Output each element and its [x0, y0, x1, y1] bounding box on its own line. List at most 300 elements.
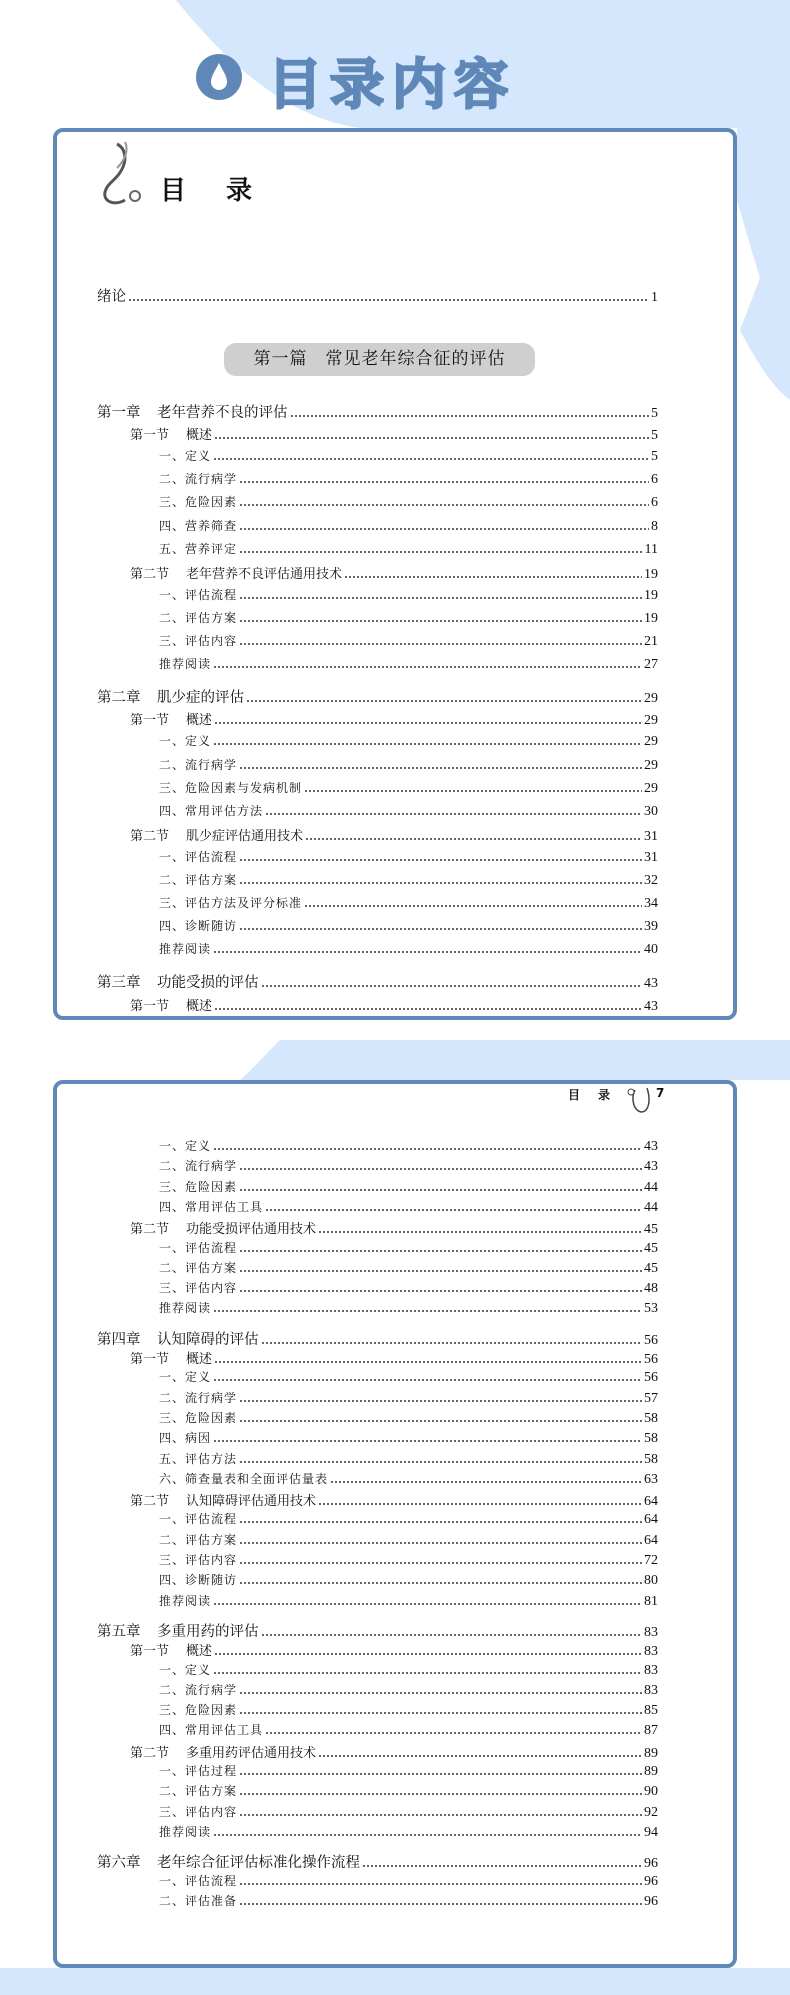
toc-section-entry[interactable] — [0, 709, 790, 729]
toc-item-entry[interactable] — [0, 1299, 790, 1317]
entry-title: 三、危险因素 — [159, 1179, 238, 1194]
toc-item-entry[interactable] — [0, 586, 790, 604]
toc-item-entry[interactable] — [0, 1872, 790, 1890]
entry-label — [97, 971, 259, 992]
entry-title: 一、评估流程 — [159, 1240, 238, 1255]
entry-label — [159, 756, 237, 773]
toc-item-entry[interactable] — [0, 1762, 790, 1780]
entry-label — [159, 1592, 211, 1609]
entry-title: 二、流行病学 — [159, 1159, 238, 1174]
dot-leader — [239, 1189, 642, 1191]
entry-label — [159, 1239, 237, 1256]
entry-label — [130, 563, 342, 582]
entry-page: 43 — [644, 976, 658, 992]
entry-page: 45 — [644, 1260, 658, 1276]
entry-page: 72 — [644, 1553, 658, 1568]
entry-page: 96 — [644, 1893, 658, 1909]
entry-label — [159, 493, 237, 510]
entry-label — [159, 540, 237, 557]
entry-page: 1 — [651, 290, 658, 305]
dot-leader — [330, 1481, 642, 1483]
entry-number: 第四章 — [97, 1331, 141, 1348]
entry-page: 53 — [644, 1301, 658, 1317]
toc-item-entry[interactable] — [0, 732, 790, 750]
dot-leader — [213, 1310, 642, 1312]
entry-page: 83 — [644, 1624, 658, 1640]
entry-title: 四、诊断随访 — [159, 919, 238, 934]
entry-title: 四、病因 — [159, 1431, 212, 1446]
entry-number: 第一节 — [130, 713, 170, 729]
toc-item-entry[interactable] — [0, 1368, 790, 1386]
dot-leader — [214, 1361, 642, 1363]
dot-leader — [239, 1692, 642, 1694]
dot-leader — [261, 985, 643, 987]
entry-number: 第三章 — [97, 975, 141, 992]
dot-leader — [128, 299, 649, 301]
toc-item-entry[interactable] — [0, 470, 790, 488]
toc-item-entry[interactable] — [0, 1429, 790, 1447]
entry-page: 27 — [644, 657, 658, 673]
dot-leader — [239, 1521, 642, 1523]
toc-item-entry[interactable] — [0, 1782, 790, 1800]
entry-title: 四、常用评估工具 — [159, 1199, 264, 1214]
entry-title: 一、定义 — [159, 449, 212, 464]
entry-label — [159, 655, 211, 672]
entry-page: 19 — [644, 587, 658, 603]
toc-item-entry[interactable] — [0, 1450, 790, 1468]
entry-label — [159, 1551, 237, 1568]
entry-page: 30 — [644, 803, 658, 819]
entry-title: 推荐阅读 — [159, 657, 212, 672]
toc-item-entry[interactable] — [0, 609, 790, 627]
entry-page: 96 — [644, 1856, 658, 1872]
entry-title: 三、评估内容 — [159, 1553, 238, 1567]
entry-label — [159, 1137, 211, 1154]
entry-number: 第五章 — [97, 1623, 141, 1640]
entry-label — [97, 686, 244, 707]
entry-title: 概述 — [186, 713, 213, 729]
toc-item-entry[interactable] — [0, 1551, 790, 1569]
toc-item-entry[interactable] — [0, 1178, 790, 1196]
dot-leader — [239, 528, 649, 530]
entry-page: 11 — [644, 541, 658, 557]
entry-page: 43 — [644, 1139, 658, 1154]
entry-title: 四、常用评估工具 — [159, 1723, 264, 1738]
entry-page: 48 — [644, 1281, 658, 1297]
toc-chapter-entry[interactable] — [0, 1851, 790, 1872]
entry-label — [159, 1389, 237, 1406]
toc-item-entry[interactable] — [0, 1681, 790, 1699]
entry-title: 老年综合征评估标准化操作流程 — [157, 1855, 360, 1872]
dot-leader — [239, 767, 642, 769]
entry-label — [159, 1823, 211, 1840]
part-title: 常见老年综合征的评估 — [325, 349, 506, 369]
entry-label — [159, 1510, 237, 1527]
entry-label — [159, 1368, 211, 1385]
entry-title: 肌少症的评估 — [157, 690, 244, 707]
entry-page: 19 — [644, 566, 658, 582]
entry-page: 64 — [644, 1532, 658, 1548]
entry-label — [159, 470, 237, 487]
entry-page: 5 — [651, 449, 658, 465]
entry-title: 概述 — [186, 998, 213, 1014]
dot-leader — [239, 1461, 642, 1463]
entry-page: 31 — [644, 828, 658, 844]
entry-title: 一、评估流程 — [159, 849, 238, 864]
toc-section-entry[interactable] — [0, 1348, 790, 1368]
toc-item-entry[interactable] — [0, 756, 790, 774]
toc-item-entry[interactable] — [0, 517, 790, 535]
toc-item-entry[interactable] — [0, 632, 790, 650]
entry-label — [159, 1178, 237, 1195]
entry-title: 老年营养不良的评估 — [157, 405, 288, 421]
dot-leader — [239, 1290, 642, 1292]
toc-chapter-entry[interactable] — [0, 1328, 790, 1349]
toc-item-entry[interactable] — [0, 655, 790, 673]
toc-item-entry[interactable] — [0, 1389, 790, 1407]
running-head — [568, 1086, 665, 1103]
dot-leader — [239, 1582, 642, 1584]
toc-item-entry[interactable] — [0, 1701, 790, 1719]
entry-page: 8 — [651, 518, 658, 534]
dot-leader — [239, 551, 643, 553]
entry-label — [159, 1429, 211, 1446]
entry-label — [159, 586, 237, 603]
part-number: 第一篇 — [253, 349, 308, 369]
entry-page: 6 — [651, 495, 658, 511]
entry-number: 第二章 — [97, 690, 141, 707]
entry-page: 63 — [644, 1471, 658, 1487]
entry-label — [159, 1872, 237, 1889]
entry-number: 第一节 — [130, 1644, 170, 1660]
entry-title: 二、评估方案 — [159, 1260, 238, 1275]
entry-label — [159, 517, 237, 534]
toc-section-entry[interactable] — [0, 1742, 790, 1762]
dot-leader — [213, 458, 649, 460]
entry-label — [159, 447, 211, 464]
entry-title: 一、定义 — [159, 1662, 212, 1677]
stethoscope-icon — [625, 1082, 655, 1116]
dot-leader — [239, 1270, 642, 1272]
toc-item-entry[interactable] — [0, 1137, 790, 1155]
entry-title: 五、评估方法 — [159, 1451, 238, 1466]
entry-label — [159, 1198, 263, 1215]
dot-leader — [213, 1379, 642, 1381]
dot-leader — [318, 1231, 642, 1233]
entry-label — [159, 848, 237, 865]
entry-title: 推荐阅读 — [159, 942, 212, 957]
toc-item-entry[interactable] — [0, 848, 790, 866]
entry-title: 一、定义 — [159, 1139, 212, 1153]
entry-title: 老年营养不良评估通用技术 — [186, 566, 343, 582]
toc-section-entry[interactable] — [0, 1490, 790, 1510]
dot-leader — [246, 700, 642, 702]
entry-page: 56 — [644, 1332, 658, 1348]
toc-item-entry[interactable] — [0, 1592, 790, 1610]
entry-page: 6 — [651, 472, 658, 488]
toc-item-entry[interactable] — [0, 540, 790, 558]
entry-page: 43 — [644, 998, 658, 1014]
entry-page: 40 — [644, 942, 658, 958]
entry-title: 五、营养评定 — [159, 541, 238, 556]
entry-title: 三、危险因素 — [159, 1410, 238, 1425]
dot-leader — [214, 437, 649, 439]
toc-item-entry[interactable] — [0, 447, 790, 465]
entry-label — [159, 894, 302, 911]
entry-label — [159, 1661, 211, 1678]
entry-page: 31 — [644, 849, 658, 865]
toc-item-entry[interactable] — [0, 1409, 790, 1427]
entry-label — [159, 1279, 237, 1296]
entry-title: 三、评估方法及评分标准 — [159, 896, 303, 911]
entry-page: 45 — [644, 1240, 658, 1256]
entry-title: 多重用药的评估 — [157, 1623, 259, 1640]
entry-title: 认知障碍的评估 — [157, 1331, 259, 1348]
page-number: 7 — [656, 1086, 665, 1100]
entry-title: 二、评估方案 — [159, 1532, 238, 1547]
entry-label — [159, 1721, 263, 1738]
entry-label — [159, 1571, 237, 1588]
drop-icon — [196, 54, 242, 100]
entry-label — [159, 609, 237, 626]
entry-page: 43 — [644, 1159, 658, 1175]
entry-page: 19 — [644, 610, 658, 626]
dot-leader — [265, 813, 642, 815]
toc-chapter-entry[interactable] — [0, 1620, 790, 1641]
dot-leader — [239, 504, 649, 506]
toc-item-entry[interactable] — [0, 1823, 790, 1841]
entry-title: 四、常用评估方法 — [159, 803, 264, 818]
entry-page: 89 — [644, 1745, 658, 1761]
entry-title: 四、诊断随访 — [159, 1573, 238, 1588]
toc-item-entry[interactable] — [0, 1661, 790, 1679]
toc-section-entry[interactable] — [0, 1640, 790, 1660]
entry-label — [159, 1259, 237, 1276]
dot-leader — [304, 790, 642, 792]
dot-leader — [261, 1342, 643, 1344]
entry-page: 83 — [644, 1644, 658, 1660]
dot-leader — [214, 1008, 642, 1010]
toc-section-entry[interactable] — [0, 424, 790, 444]
toc-heading — [160, 170, 292, 207]
dot-leader — [239, 1814, 642, 1816]
dot-leader — [239, 1903, 642, 1905]
toc-chapter-entry[interactable] — [0, 686, 790, 707]
toc-item-entry[interactable] — [0, 1198, 790, 1216]
entry-title: 六、筛查量表和全面评估量表 — [159, 1471, 329, 1486]
dot-leader — [214, 722, 642, 724]
entry-label — [130, 1490, 316, 1509]
entry-label — [159, 1892, 237, 1909]
dot-leader — [239, 643, 642, 645]
entry-title: 三、危险因素与发病机制 — [159, 780, 303, 795]
toc-item-entry[interactable] — [0, 1803, 790, 1821]
entry-label — [97, 401, 288, 422]
dot-leader — [213, 1672, 642, 1674]
entry-title: 二、评估准备 — [159, 1893, 238, 1908]
toc-item-entry[interactable] — [0, 1239, 790, 1257]
entry-number: 第二节 — [130, 1745, 170, 1761]
toc-item-entry[interactable] — [0, 1892, 790, 1910]
entry-page: 29 — [644, 757, 658, 773]
dot-leader — [239, 1250, 642, 1252]
toc-item-entry[interactable] — [0, 1721, 790, 1739]
entry-label — [130, 424, 212, 443]
entry-title: 二、流行病学 — [159, 757, 238, 772]
toc-chapter-entry[interactable] — [0, 971, 790, 992]
entry-title: 推荐阅读 — [159, 1301, 212, 1316]
entry-label — [159, 1450, 237, 1467]
toc-chapter-entry[interactable] — [0, 401, 790, 422]
dot-leader — [239, 1168, 642, 1170]
toc-item-entry[interactable] — [0, 1531, 790, 1549]
dot-leader — [239, 1773, 642, 1775]
dot-leader — [265, 1732, 642, 1734]
entry-label — [130, 1640, 212, 1659]
entry-title: 三、危险因素 — [159, 1703, 238, 1718]
entry-label — [97, 1620, 259, 1641]
dot-leader — [239, 1562, 642, 1564]
entry-page: 57 — [644, 1390, 658, 1406]
entry-label — [159, 1762, 237, 1779]
toc-item-entry[interactable] — [0, 1571, 790, 1589]
entry-page: 83 — [644, 1682, 658, 1698]
entry-page: 21 — [644, 634, 658, 649]
toc-item-entry[interactable] — [0, 1510, 790, 1528]
entry-title: 二、流行病学 — [159, 472, 238, 487]
entry-page: 29 — [644, 691, 658, 707]
entry-page: 5 — [651, 406, 658, 421]
entry-label — [130, 1742, 316, 1761]
entry-title: 二、流行病学 — [159, 1390, 238, 1405]
dot-leader — [239, 1712, 642, 1714]
entry-label — [159, 1409, 237, 1426]
entry-label — [159, 1701, 237, 1718]
toc-heading-char: 录 — [226, 176, 253, 206]
entry-title: 二、评估方案 — [159, 610, 238, 625]
dot-leader — [213, 743, 642, 745]
dot-leader — [305, 838, 642, 840]
entry-label — [97, 1328, 259, 1349]
entry-title: 三、评估内容 — [159, 1281, 238, 1296]
entry-title: 一、评估过程 — [159, 1764, 238, 1778]
toc-item-entry[interactable] — [0, 871, 790, 889]
toc-item-entry[interactable] — [0, 1470, 790, 1488]
entry-title: 概述 — [186, 1352, 213, 1367]
entry-page: 64 — [644, 1494, 658, 1510]
dot-leader — [239, 1400, 642, 1402]
entry-label — [159, 871, 237, 888]
entry-page: 92 — [644, 1804, 658, 1820]
entry-title: 一、评估流程 — [159, 1512, 238, 1527]
entry-page: 29 — [644, 713, 658, 729]
dot-leader — [213, 666, 642, 668]
running-head-char: 目 — [568, 1088, 581, 1102]
entry-page: 85 — [644, 1703, 658, 1719]
entry-page: 83 — [644, 1662, 658, 1678]
entry-page: 58 — [644, 1431, 658, 1447]
dot-leader — [239, 859, 642, 861]
toc-section-entry[interactable] — [0, 1218, 790, 1238]
toc-section-entry[interactable] — [0, 995, 790, 1015]
toc-section-entry[interactable] — [0, 563, 790, 583]
dot-leader — [239, 481, 649, 483]
toc-item-entry[interactable] — [0, 493, 790, 511]
toc-item-entry[interactable] — [0, 917, 790, 935]
toc-item-entry[interactable] — [0, 1279, 790, 1297]
dot-leader — [213, 1440, 642, 1442]
entry-title: 一、评估流程 — [159, 587, 238, 602]
toc-section-entry[interactable] — [0, 825, 790, 845]
toc-item-entry[interactable] — [0, 894, 790, 912]
entry-page: 58 — [644, 1451, 658, 1467]
entry-title: 三、危险因素 — [159, 495, 238, 510]
toc-item-entry[interactable] — [0, 779, 790, 797]
entry-title: 肌少症评估通用技术 — [186, 828, 304, 844]
entry-label — [97, 1851, 360, 1872]
entry-page: 45 — [644, 1222, 658, 1238]
entry-label — [159, 1299, 211, 1316]
entry-title: 一、定义 — [159, 1370, 212, 1385]
toc-item-entry[interactable] — [0, 1259, 790, 1277]
dot-leader — [213, 951, 642, 953]
entry-number: 第二节 — [130, 1222, 170, 1238]
entry-page: 89 — [644, 1764, 658, 1779]
dot-leader — [304, 905, 642, 907]
dot-leader — [362, 1865, 642, 1867]
entry-title: 一、评估流程 — [159, 1873, 238, 1888]
entry-label — [130, 709, 212, 728]
entry-number: 第一节 — [130, 428, 170, 444]
dot-leader — [318, 1503, 642, 1505]
running-head-char: 录 — [598, 1088, 611, 1102]
stethoscope-icon — [95, 140, 147, 208]
dot-leader — [318, 1755, 642, 1757]
dot-leader — [239, 882, 642, 884]
entry-title: 二、评估方案 — [159, 873, 238, 887]
entry-label — [159, 1681, 237, 1698]
entry-title: 二、流行病学 — [159, 1682, 238, 1697]
entry-label — [159, 802, 263, 819]
dot-leader — [261, 1634, 643, 1636]
entry-title: 一、定义 — [159, 734, 212, 749]
entry-label — [159, 732, 211, 749]
toc-item-entry[interactable] — [0, 940, 790, 958]
entry-page: 29 — [644, 780, 658, 796]
dot-leader — [213, 1834, 642, 1836]
entry-page: 44 — [644, 1199, 658, 1215]
entry-number: 第二节 — [130, 1494, 170, 1510]
entry-page: 64 — [644, 1512, 658, 1528]
dot-leader — [213, 1148, 642, 1150]
entry-label — [130, 1218, 316, 1237]
entry-page: 5 — [651, 428, 658, 444]
part-banner — [224, 343, 535, 376]
entry-title: 功能受损评估通用技术 — [186, 1222, 317, 1238]
toc-heading-char: 目 — [160, 176, 187, 206]
toc-item-entry[interactable] — [0, 1157, 790, 1175]
toc-entry-intro[interactable] — [0, 285, 790, 306]
entry-page: 34 — [644, 896, 658, 912]
entry-label — [130, 995, 212, 1014]
entry-label — [159, 1803, 237, 1820]
entry-page: 56 — [644, 1352, 658, 1367]
entry-label: 绪论 — [97, 289, 126, 305]
toc-item-entry[interactable] — [0, 802, 790, 820]
entry-label — [159, 1470, 328, 1487]
entry-number: 第二节 — [130, 566, 170, 582]
dot-leader — [265, 1209, 642, 1211]
